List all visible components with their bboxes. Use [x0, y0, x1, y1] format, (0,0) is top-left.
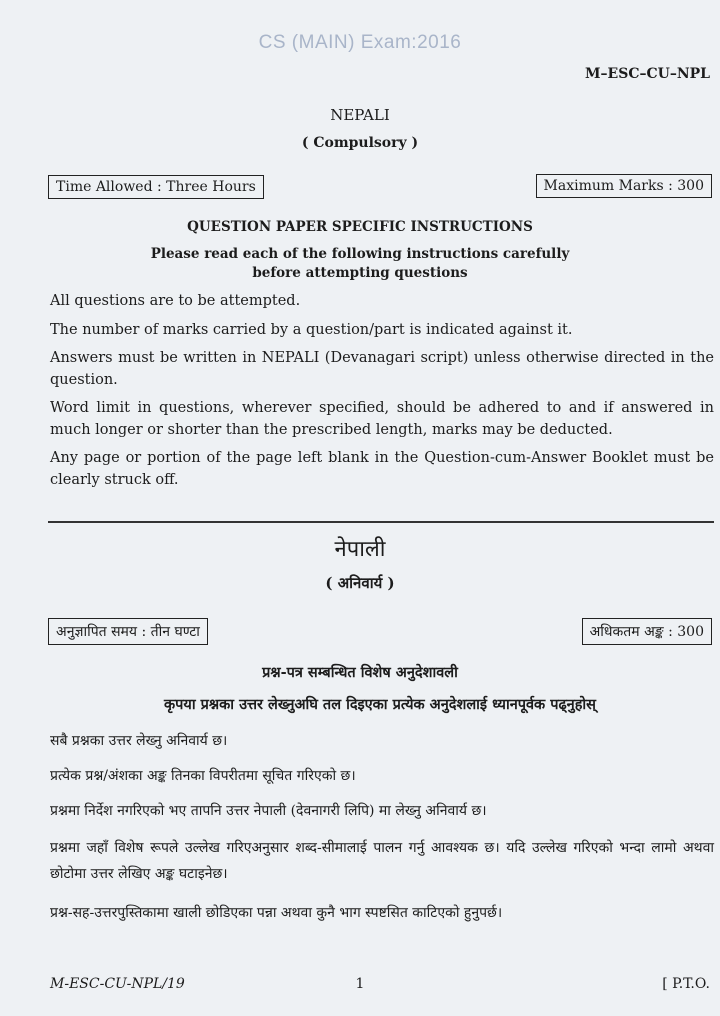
instruction-item: Word limit in questions, wherever specified, should be adhered to and if answered in much longer or shorter than the prescribed length, marks may be deducted. — [50, 400, 714, 438]
instruction-item: Answers must be written in NEPALI (Devanagari script) unless otherwise directed in the question. — [50, 350, 714, 388]
section-divider — [48, 521, 714, 523]
exam-watermark: CS (MAIN) Exam:2016 — [258, 32, 462, 53]
instructions-heading: QUESTION PAPER SPECIFIC INSTRUCTIONS — [187, 219, 533, 235]
nepali-title: नेपाली — [334, 537, 386, 562]
pto-label: [ P.T.O. — [662, 976, 710, 992]
nepali-marks-box: अधिकतम अङ्क : 300 — [582, 618, 712, 645]
max-marks-box: Maximum Marks : 300 — [536, 174, 712, 198]
nepali-instruction-item: सबै प्रश्नका उत्तर लेख्नु अनिवार्य छ। — [50, 733, 228, 749]
paper-code: M–ESC–CU–NPL — [585, 66, 710, 82]
nepali-instruction-item: प्रश्नमा निर्देश नगरिएको भए तापनि उत्तर नेपाली (देवनागरी लिपि) मा लेख्नु अनिवार्य छ। — [50, 803, 487, 819]
subject-title: NEPALI — [330, 106, 390, 124]
instruction-item: The number of marks carried by a question/part is indicated against it. — [50, 322, 573, 338]
subject-subtitle: ( Compulsory ) — [301, 135, 419, 151]
nepali-instruction-item: प्रत्येक प्रश्न/अंशका अङ्क तिनका विपरीतमा सूचित गरिएको छ। — [50, 768, 356, 784]
nepali-instruction-item: प्रश्नमा जहाँ विशेष रूपले उल्लेख गरिएअनुसार शब्द-सीमालाई पालन गर्नु आवश्यक छ। यदि उल्लेख गरिएको भन्दा लामो अथवा छोटोमा उत्तर लेखिए अङ्क घटाइनेछ। — [50, 840, 714, 882]
instructions-subheading-2: before attempting questions — [252, 265, 468, 281]
footer-paper-code: M-ESC-CU-NPL/19 — [50, 976, 185, 992]
page-number: 1 — [355, 976, 365, 992]
nepali-instruction-item: प्रश्न-सह-उत्तरपुस्तिकामा खाली छोडिएका पन्ना अथवा कुनै भाग स्पष्टसित काटिएको हुनुपर्छ। — [50, 905, 503, 921]
instructions-subheading-1: Please read each of the following instructions carefully — [150, 246, 570, 262]
instruction-item: Any page or portion of the page left blank in the Question-cum-Answer Booklet must be clearly struck off. — [50, 450, 714, 488]
time-allowed-box: Time Allowed : Three Hours — [48, 175, 264, 199]
nepali-heading: प्रश्न-पत्र सम्बन्धित विशेष अनुदेशावली — [262, 664, 458, 681]
instruction-item: All questions are to be attempted. — [50, 293, 301, 309]
nepali-subheading: कृपया प्रश्नका उत्तर लेख्नुअघि तल दिइएका प्रत्येक अनुदेशलाई ध्यानपूर्वक पढ्नुहोस् — [164, 696, 596, 713]
nepali-time-box: अनुज्ञापित समय : तीन घण्टा — [48, 618, 208, 645]
nepali-subtitle: ( अनिवार्य ) — [325, 574, 395, 592]
